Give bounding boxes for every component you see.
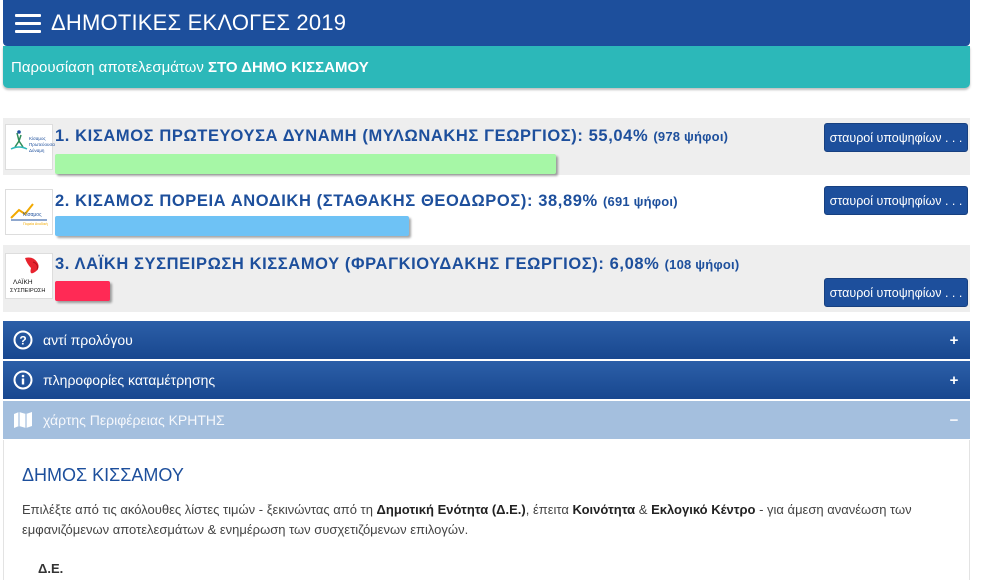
minus-icon[interactable]: − (949, 411, 959, 429)
svg-text:ΛΑΪΚΗ: ΛΑΪΚΗ (13, 279, 33, 286)
plus-icon[interactable]: + (949, 371, 959, 389)
kisamos-poreia-logo (5, 189, 53, 235)
party-title-1 (55, 127, 728, 146)
info-circle-icon (13, 370, 33, 390)
party-title-3 (55, 255, 739, 274)
result-bar-1 (55, 154, 556, 174)
map-icon (13, 410, 33, 430)
selection-instructions: Επιλέξτε από τις ακόλουθες λίστες τιμών - ξεκινώντας από τη Δημοτική Ενότητα (Δ.Ε.), έπειτα Κοινότητα & Εκλογικό Κέντρο - για άμεση ανανέωση των εμφανιζόμενων αποτελεσμάτων & ενημέρωση των συσχετιζόμενων επιλογών. (22, 502, 912, 537)
accordion-crete-map-label: χάρτης Περιφέρειας ΚΡΗΤΗΣ (43, 412, 225, 428)
accordion-count-info[interactable] (3, 361, 970, 399)
party-votes-1: (978 ψήφοι) (653, 129, 729, 144)
page-title: ΔΗΜΟΤΙΚΕΣ ΕΚΛΟΓΕΣ 2019 (51, 10, 347, 35)
party-title-2 (55, 192, 678, 211)
accordion-crete-map[interactable] (3, 401, 970, 439)
kisamos-protevousa-logo (5, 124, 53, 170)
accordion-count-info-label: πληροφορίες καταμέτρησης (43, 372, 216, 388)
municipal-unit-label: Δ.Ε. (38, 561, 64, 576)
candidate-crosses-button-3[interactable]: σταυροί υποψηφίων . . . (824, 278, 968, 307)
result-bar-3 (55, 281, 110, 301)
top-header (3, 0, 970, 46)
laiki-syspeirosi-logo (5, 253, 53, 299)
svg-text:ΣΥΣΠΕΙΡΩΣΗ: ΣΥΣΠΕΙΡΩΣΗ (10, 288, 46, 294)
party-votes-3: (108 ψήφοι) (664, 257, 740, 272)
subheader-prefix: Παρουσίαση αποτελεσμάτων (11, 58, 209, 76)
accordion-foreword[interactable] (3, 321, 970, 359)
candidate-crosses-button-1[interactable]: σταυροί υποψηφίων . . . (824, 123, 968, 152)
subheader-municipality: ΣΤΟ ΔΗΜΟ ΚΙΣΣΑΜΟΥ (208, 58, 369, 76)
plus-icon[interactable]: + (949, 331, 959, 349)
svg-text:Κίσαμος: Κίσαμος (23, 212, 42, 218)
result-row-2 (3, 183, 970, 240)
accordion-foreword-label: αντί προλόγου (43, 332, 133, 348)
svg-text:Κίσαμος: Κίσαμος (29, 136, 46, 141)
hamburger-menu-icon[interactable] (15, 13, 41, 33)
svg-text:Πορεία Ανοδική: Πορεία Ανοδική (23, 222, 48, 226)
svg-text:Δύναμη: Δύναμη (29, 148, 45, 153)
municipality-panel (3, 440, 970, 580)
municipality-heading: ΔΗΜΟΣ ΚΙΣΣΑΜΟΥ (22, 465, 184, 485)
candidate-crosses-button-2[interactable]: σταυροί υποψηφίων . . . (824, 186, 968, 215)
result-row-1 (3, 118, 970, 175)
party-label-1: 1. ΚΙΣΑΜΟΣ ΠΡΩΤΕΥΟΥΣΑ ΔΥΝΑΜΗ (ΜΥΛΩΝΑΚΗΣ ΓΕΩΡΓΙΟΣ): 55,04% (55, 127, 649, 145)
results-subheader (3, 46, 970, 88)
question-circle-icon (13, 330, 33, 350)
party-label-2: 2. ΚΙΣΑΜΟΣ ΠΟΡΕΙΑ ΑΝΟΔΙΚΗ (ΣΤΑΘΑΚΗΣ ΘΕΟΔΩΡΟΣ): 38,89% (55, 192, 598, 210)
svg-text:?: ? (19, 333, 27, 348)
svg-text:Πρωτεύουσα: Πρωτεύουσα (29, 142, 55, 147)
result-row-3 (3, 245, 970, 312)
party-votes-2: (691 ψήφοι) (602, 194, 678, 209)
result-bar-2 (55, 216, 409, 236)
party-label-3: 3. ΛΑΪΚΗ ΣΥΣΠΕΙΡΩΣΗ ΚΙΣΣΑΜΟΥ (ΦΡΑΓΚΙΟΥΔΑΚΗΣ ΓΕΩΡΓΙΟΣ): 6,08% (55, 255, 660, 273)
